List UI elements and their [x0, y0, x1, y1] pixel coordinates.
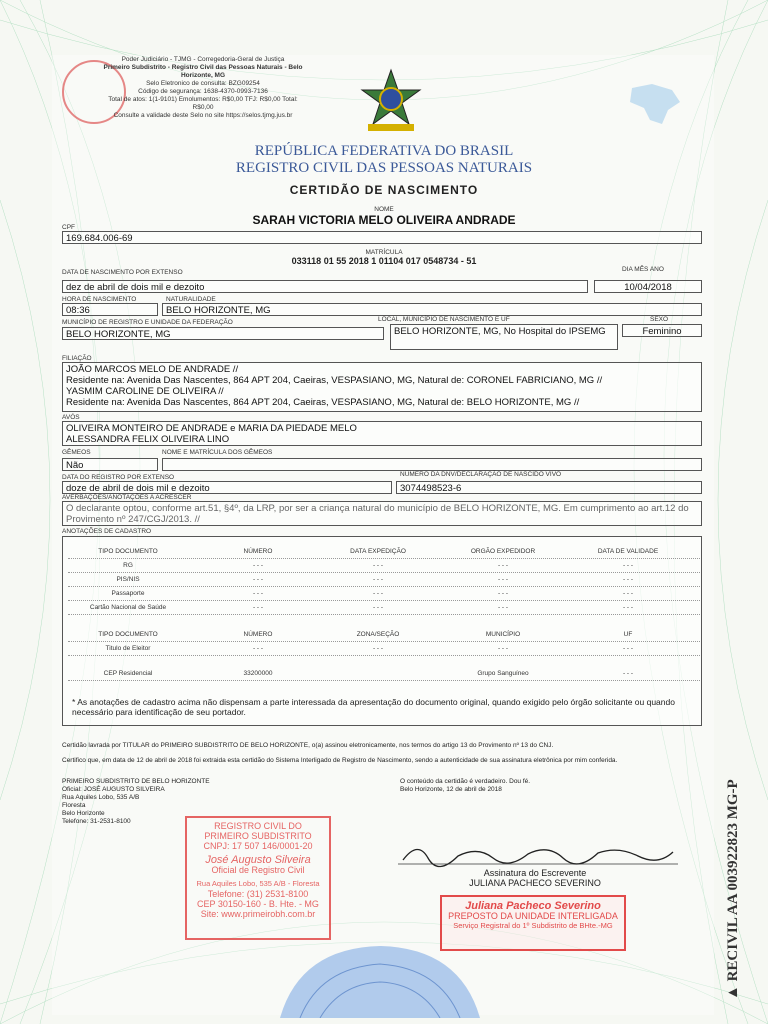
dash: - - - — [622, 562, 634, 569]
gemeos-names-label: NOME E MATRÍCULA DOS GÊMEOS — [162, 449, 273, 456]
documents-table — [68, 546, 700, 616]
stamp-line: Oficial de Registro Civil — [211, 865, 305, 875]
col-header: UF — [623, 631, 633, 638]
hour-label: HORA DE NASCIMENTO — [62, 296, 137, 303]
col-header: TIPO DOCUMENTO — [98, 631, 158, 638]
signature-block — [400, 868, 670, 888]
table-row-label: Titulo de Eleitor — [105, 645, 151, 652]
handwritten-signature — [398, 838, 678, 868]
dnv-label: NÚMERO DA DNV/DECLARAÇÃO DE NASCIDO VIVO — [400, 471, 562, 478]
table-row-label: Cartão Nacional de Saúde — [89, 604, 167, 611]
seal-line: R$0,00 — [192, 104, 214, 111]
office-line: PRIMEIRO SUBDISTRITO DE BELO HORIZONTE — [62, 778, 210, 785]
cadastro-note: * As anotações de cadastro acima não dispensam a parte interessada da apresentação do documento original, quando exigido pelo órgão solicitante ou quando necessário para identificação de seu portador. — [72, 697, 675, 717]
dash: - - - — [497, 590, 509, 597]
stamp-line: Telefone: (31) 2531-8100 — [207, 889, 309, 899]
father-address: Residente na: Avenida Das Nascentes, 864 APT 204, Caeiras, VESPASIANO, MG, Natural de: CORONEL FABRICIANO, MG // — [66, 375, 603, 386]
footer-line1: Certidão lavrada por TITULAR do PRIMEIRO SUBDISTRITO DE BELO HORIZONTE, o(a) assinou eletronicamente, nos termos do artigo 13 do Provimento nº 13 do CNJ. — [62, 742, 554, 749]
naturalidade-label: NATURALIDADE — [166, 296, 216, 303]
gemeos-names — [162, 458, 702, 471]
stamp-line: PRIMEIRO SUBDISTRITO — [204, 831, 312, 841]
avos-line: OLIVEIRA MONTEIRO DE ANDRADE e MARIA DA PIEDADE MELO — [66, 423, 357, 434]
dash: - - - — [372, 590, 384, 597]
mother-name: YASMIM CAROLINE DE OLIVEIRA // — [66, 386, 224, 397]
birth-date: 10/04/2018 — [594, 280, 702, 293]
matricula-label: MATRÍCULA — [365, 249, 403, 256]
signature-name: JULIANA PACHECO SEVERINO — [469, 878, 601, 888]
matricula-value: 033118 01 55 2018 1 01104 017 0548734 - 51 — [291, 256, 477, 266]
stamp-line: Site: www.primeirobh.com.br — [200, 909, 316, 919]
office-line: Oficial: JOSÉ AUGUSTO SILVEIRA — [62, 786, 165, 793]
dash: - - - — [372, 576, 384, 583]
dash: - - - — [622, 576, 634, 583]
voter-table — [68, 629, 700, 659]
brazil-map-icon — [622, 80, 684, 128]
municipio-label: MUNICÍPIO DE REGISTRO E UNIDADE DA FEDERAÇÃO — [62, 319, 233, 326]
col-header: NÚMERO — [243, 631, 273, 638]
avos-label: AVÓS — [62, 414, 80, 421]
dash: - - - — [252, 590, 264, 597]
sex-value: Feminino — [622, 324, 702, 337]
stamp-line: Rua Aquiles Lobo, 535 A/B - Floresta — [196, 879, 320, 888]
registro-date: doze de abril de dois mil e dezoito — [62, 481, 392, 494]
cpf-field: 169.684.006-69 — [62, 231, 702, 244]
seal-line: Código de segurança: 1638-4370-0993-7136 — [138, 88, 268, 95]
naturalidade: BELO HORIZONTE, MG — [162, 303, 702, 316]
seal-line: Horizonte, MG — [180, 72, 226, 79]
col-header: DATA DE VALIDADE — [597, 548, 659, 555]
birth-date-label: DATA DE NASCIMENTO POR EXTENSO — [62, 269, 183, 276]
avos-box — [62, 421, 702, 446]
birth-date-text: dez de abril de dois mil e dezoito — [62, 280, 588, 293]
birth-hour: 08:36 — [62, 303, 158, 316]
signature-label: Assinatura do Escrevente — [483, 868, 587, 878]
dash: - - - — [252, 562, 264, 569]
office-line: Belo Horizonte — [62, 810, 105, 817]
gemeos-value: Não — [62, 458, 158, 471]
stamp-line: PREPOSTO DA UNIDADE INTERLIGADA — [448, 911, 618, 921]
cadastro-label: ANOTAÇÕES DE CADASTRO — [62, 528, 152, 535]
dash: - - - — [497, 645, 509, 652]
republic-title: REPÚBLICA FEDERATIVA DO BRASIL — [254, 143, 514, 159]
filiacao-label: FILIAÇÃO — [62, 355, 92, 362]
dnv-number: 3074498523-6 — [396, 481, 702, 494]
dash: - - - — [252, 604, 264, 611]
true-text: O conteúdo da certidão é verdadeiro. Dou fé. — [400, 778, 531, 785]
seal-line: Consulte a validade deste Selo no site https://selos.tjmg.jus.br — [113, 112, 293, 119]
municipio-registro: BELO HORIZONTE, MG — [62, 327, 384, 340]
mother-address: Residente na: Avenida Das Nascentes, 864 APT 204, Caeiras, VESPASIANO, MG, Natural de: BELO HORIZONTE, MG // — [66, 397, 580, 408]
dash: - - - — [372, 645, 384, 652]
office-line: Rua Aquiles Lobo, 535 A/B — [62, 794, 140, 801]
local-label: LOCAL, MUNICÍPIO DE NASCIMENTO E UF — [378, 316, 510, 323]
averbacoes-text: O declarante optou, conforme art.51, §4º, da LRP, por ser a criança natural do município de BELO HORIZONTE, MG. Em cumprimento ao art.12 do Provimento nº 247/CGJ/2013. // — [62, 501, 702, 526]
cep-label: CEP Residencial — [103, 670, 153, 677]
table-row-label: RG — [123, 562, 133, 569]
filiacao-box — [62, 362, 702, 412]
dash: - - - — [497, 576, 509, 583]
avos-line: ALESSANDRA FELIX OLIVEIRA LINO — [66, 434, 230, 445]
registro-date-label: DATA DO REGISTRO POR EXTENSO — [62, 474, 175, 481]
dash: - - - — [372, 604, 384, 611]
blood-label: Grupo Sanguíneo — [477, 670, 529, 677]
cep-value: 33200000 — [243, 670, 273, 677]
dash: - - - — [252, 576, 264, 583]
averbacoes-label: AVERBAÇÕES/ANOTAÇÕES A ACRESCER — [62, 494, 192, 501]
col-header: ORGÃO EXPEDIDOR — [470, 548, 536, 555]
stamp-line: CEP 30150-160 - B. Hte. - MG — [197, 899, 319, 909]
table-row-label: Passaporte — [111, 590, 145, 597]
gemeos-label: GÊMEOS — [62, 449, 91, 456]
brazil-coat-of-arms-icon — [358, 68, 424, 134]
stamp-line: CNPJ: 17 507 146/0001-20 — [203, 841, 313, 851]
seal-line: Poder Judiciário - TJMG - Corregedoria-Geral de Justiça — [121, 56, 285, 63]
registry-stamp — [185, 816, 331, 940]
place-date: Belo Horizonte, 12 de abril de 2018 — [400, 786, 502, 793]
dash: - - - — [497, 604, 509, 611]
col-header: ZONA/SEÇÃO — [356, 631, 400, 638]
dash: - - - — [372, 562, 384, 569]
security-serial-number: ▲ RECIVIL AA 003922823 MG-P — [725, 779, 741, 1000]
document-title: CERTIDÃO DE NASCIMENTO — [289, 183, 479, 197]
cep-row — [68, 668, 700, 684]
cpf-label: CPF — [62, 224, 75, 231]
stamp-line: José Augusto Silveira — [205, 854, 311, 866]
registry-title: REGISTRO CIVIL DAS PESSOAS NATURAIS — [235, 160, 533, 176]
local-nascimento: BELO HORIZONTE, MG, No Hospital do IPSEMG — [390, 324, 618, 350]
father-name: JOÃO MARCOS MELO DE ANDRADE // — [66, 364, 239, 375]
dma-label: DIA MÊS ANO — [622, 266, 664, 273]
col-header: DATA EXPEDIÇÃO — [350, 548, 406, 555]
stamp-line: REGISTRO CIVIL DO — [214, 821, 302, 831]
dash: - - - — [252, 645, 264, 652]
office-line: Telefone: 31-2531-8100 — [62, 818, 131, 825]
sex-label: SEXO — [650, 316, 669, 323]
col-header: MUNICÍPIO — [485, 631, 521, 638]
dash: - - - — [497, 562, 509, 569]
security-rosette — [280, 938, 480, 1018]
seal-line: Total de atos: 1(1-9101) Emolumentos: R$0,00 TFJ: R$0,00 Total: — [108, 96, 298, 103]
col-header: TIPO DOCUMENTO — [98, 548, 158, 555]
seal-line: Primeiro Subdistrito - Registro Civil das Pessoas Naturais - Belo — [103, 64, 303, 71]
dash: - - - — [622, 590, 634, 597]
dash: - - - — [622, 604, 634, 611]
dash: - - - — [622, 670, 634, 677]
office-line: Floresta — [62, 802, 86, 809]
name-label: NOME — [374, 206, 394, 213]
col-header: NÚMERO — [243, 548, 273, 555]
table-row-label: PIS/NIS — [116, 576, 140, 583]
electronic-seal — [64, 56, 316, 134]
stamp-line: Juliana Pacheco Severino — [465, 900, 601, 912]
seal-line: Selo Eletronico de consulta: BZG09254 — [146, 80, 260, 87]
dash: - - - — [622, 645, 634, 652]
registrant-name: SARAH VICTORIA MELO OLIVEIRA ANDRADE — [252, 213, 516, 227]
attestation — [400, 778, 700, 794]
footer-line2: Certifico que, em data de 12 de abril de 2018 foi extraida esta certidão do Sistema Interligado de Registro de Nascimento, sendo a autenticidade de sua assinatura eletrônica por mim conferida. — [62, 757, 618, 764]
stamp-line: Serviço Registral do 1º Subdistrito de BHte.-MG — [453, 921, 613, 930]
